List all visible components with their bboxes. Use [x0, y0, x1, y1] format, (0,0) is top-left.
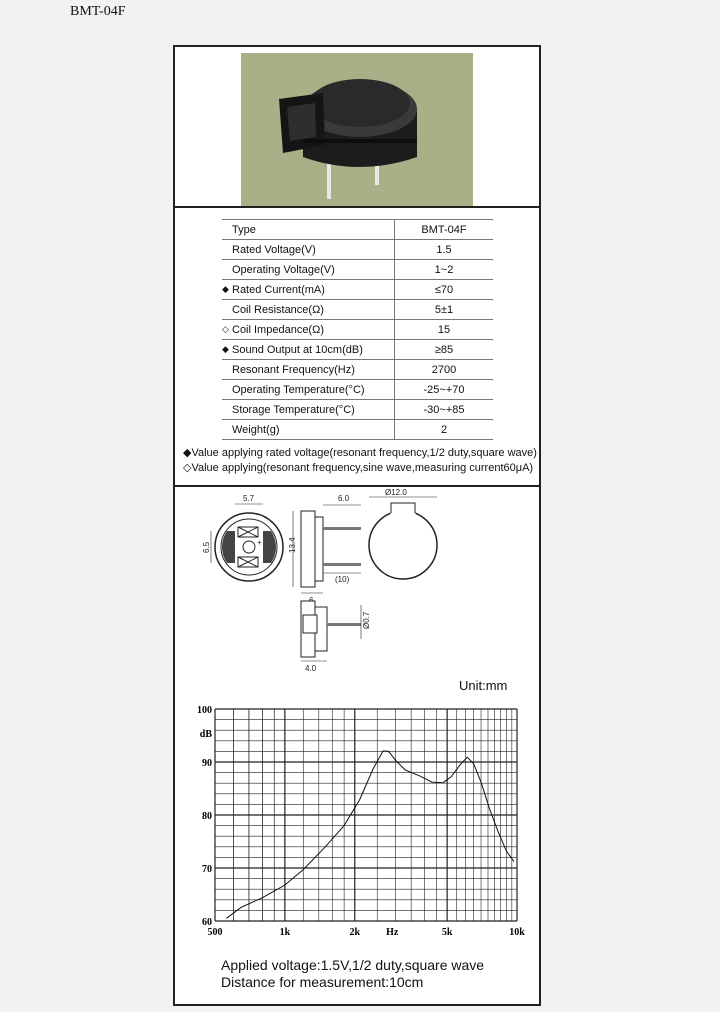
dim-label: (10) [335, 575, 350, 584]
x-tick-label: 5k [441, 927, 453, 938]
x-tick-label: 500 [207, 927, 223, 938]
spec-value: ≥85 [395, 340, 494, 360]
spec-notes [183, 446, 537, 476]
note-rated: ◆Value applying rated voltage(resonant frequency,1/2 duty,square wave) [183, 447, 537, 459]
dim-label: 13.4 [288, 537, 297, 553]
y-tick-label: dB [199, 728, 212, 740]
caption-voltage: Applied voltage:1.5V,1/2 duty,square wave [221, 957, 485, 973]
spec-label: Storage Temperature(°C) [232, 403, 355, 416]
spec-label: Coil Impedance(Ω) [232, 323, 324, 336]
front-view [202, 494, 283, 581]
spec-value: 15 [395, 320, 494, 340]
table-row [222, 320, 493, 340]
back-view [369, 488, 437, 579]
table-row [222, 380, 493, 400]
side-view [288, 494, 361, 605]
bottom-view [301, 601, 371, 673]
row-mark: ◇ [222, 323, 229, 334]
chart-caption [221, 957, 484, 991]
table-row [222, 220, 493, 240]
spec-value: -30~+85 [395, 400, 494, 420]
y-tick-label: 100 [197, 705, 212, 716]
spec-value: 5±1 [395, 300, 494, 320]
unit-label: Unit:mm [459, 678, 508, 693]
product-photo [241, 53, 473, 206]
table-row [222, 280, 493, 300]
table-row [222, 240, 493, 260]
table-row [222, 260, 493, 280]
y-tick-label: 80 [202, 811, 212, 822]
dim-label: Ø12.0 [385, 488, 407, 497]
dim-label: Ø0.7 [362, 611, 371, 629]
x-tick-label: 10k [509, 927, 525, 938]
plus-label: + [257, 538, 262, 547]
row-mark: ◆ [222, 343, 229, 354]
dim-label: 4.0 [305, 664, 317, 673]
spec-label: Type [232, 223, 256, 236]
spec-value: BMT-04F [395, 220, 494, 240]
spec-value: 1~2 [395, 260, 494, 280]
table-row [222, 400, 493, 420]
y-tick-label: 90 [202, 758, 212, 769]
buzzer-image [241, 53, 473, 206]
dim-label: 5.7 [243, 494, 255, 503]
x-tick-label: 1k [279, 927, 291, 938]
table-row [222, 360, 493, 380]
spec-label: Resonant Frequency(Hz) [232, 363, 355, 376]
spec-label: Rated Current(mA) [232, 283, 325, 296]
table-row [222, 300, 493, 320]
note-impedance: ◇Value applying(resonant frequency,sine wave,measuring current60μA) [183, 462, 534, 474]
spec-label: Operating Voltage(V) [232, 263, 335, 276]
series-line [226, 751, 514, 918]
frequency-response-chart [175, 697, 539, 947]
dimension-drawing [175, 487, 539, 687]
dim-label: 6.5 [202, 541, 211, 553]
spec-value: 2700 [395, 360, 494, 380]
dim-label: 6.0 [338, 494, 350, 503]
document-title: BMT-04F [70, 4, 126, 19]
spec-label: Sound Output at 10cm(dB) [232, 343, 363, 356]
spec-value: 1.5 [395, 240, 494, 260]
caption-distance: Distance for measurement:10cm [221, 974, 424, 990]
spec-label: Coil Resistance(Ω) [232, 303, 324, 316]
datasheet-frame [173, 45, 541, 1006]
y-tick-label: 70 [202, 864, 212, 875]
spec-value: -25~+70 [395, 380, 494, 400]
spec-value: 2 [395, 420, 494, 440]
spec-label: Weight(g) [232, 423, 280, 436]
y-tick-label: 60 [202, 917, 212, 928]
x-tick-label: 2k [349, 927, 361, 938]
table-row [222, 420, 493, 440]
x-tick-label: Hz [386, 927, 399, 938]
spec-value: ≤70 [395, 280, 494, 300]
spec-label: Operating Temperature(°C) [232, 383, 365, 396]
row-mark: ◆ [222, 283, 229, 294]
table-row [222, 340, 493, 360]
spec-table [222, 219, 493, 440]
spec-label: Rated Voltage(V) [232, 243, 316, 256]
